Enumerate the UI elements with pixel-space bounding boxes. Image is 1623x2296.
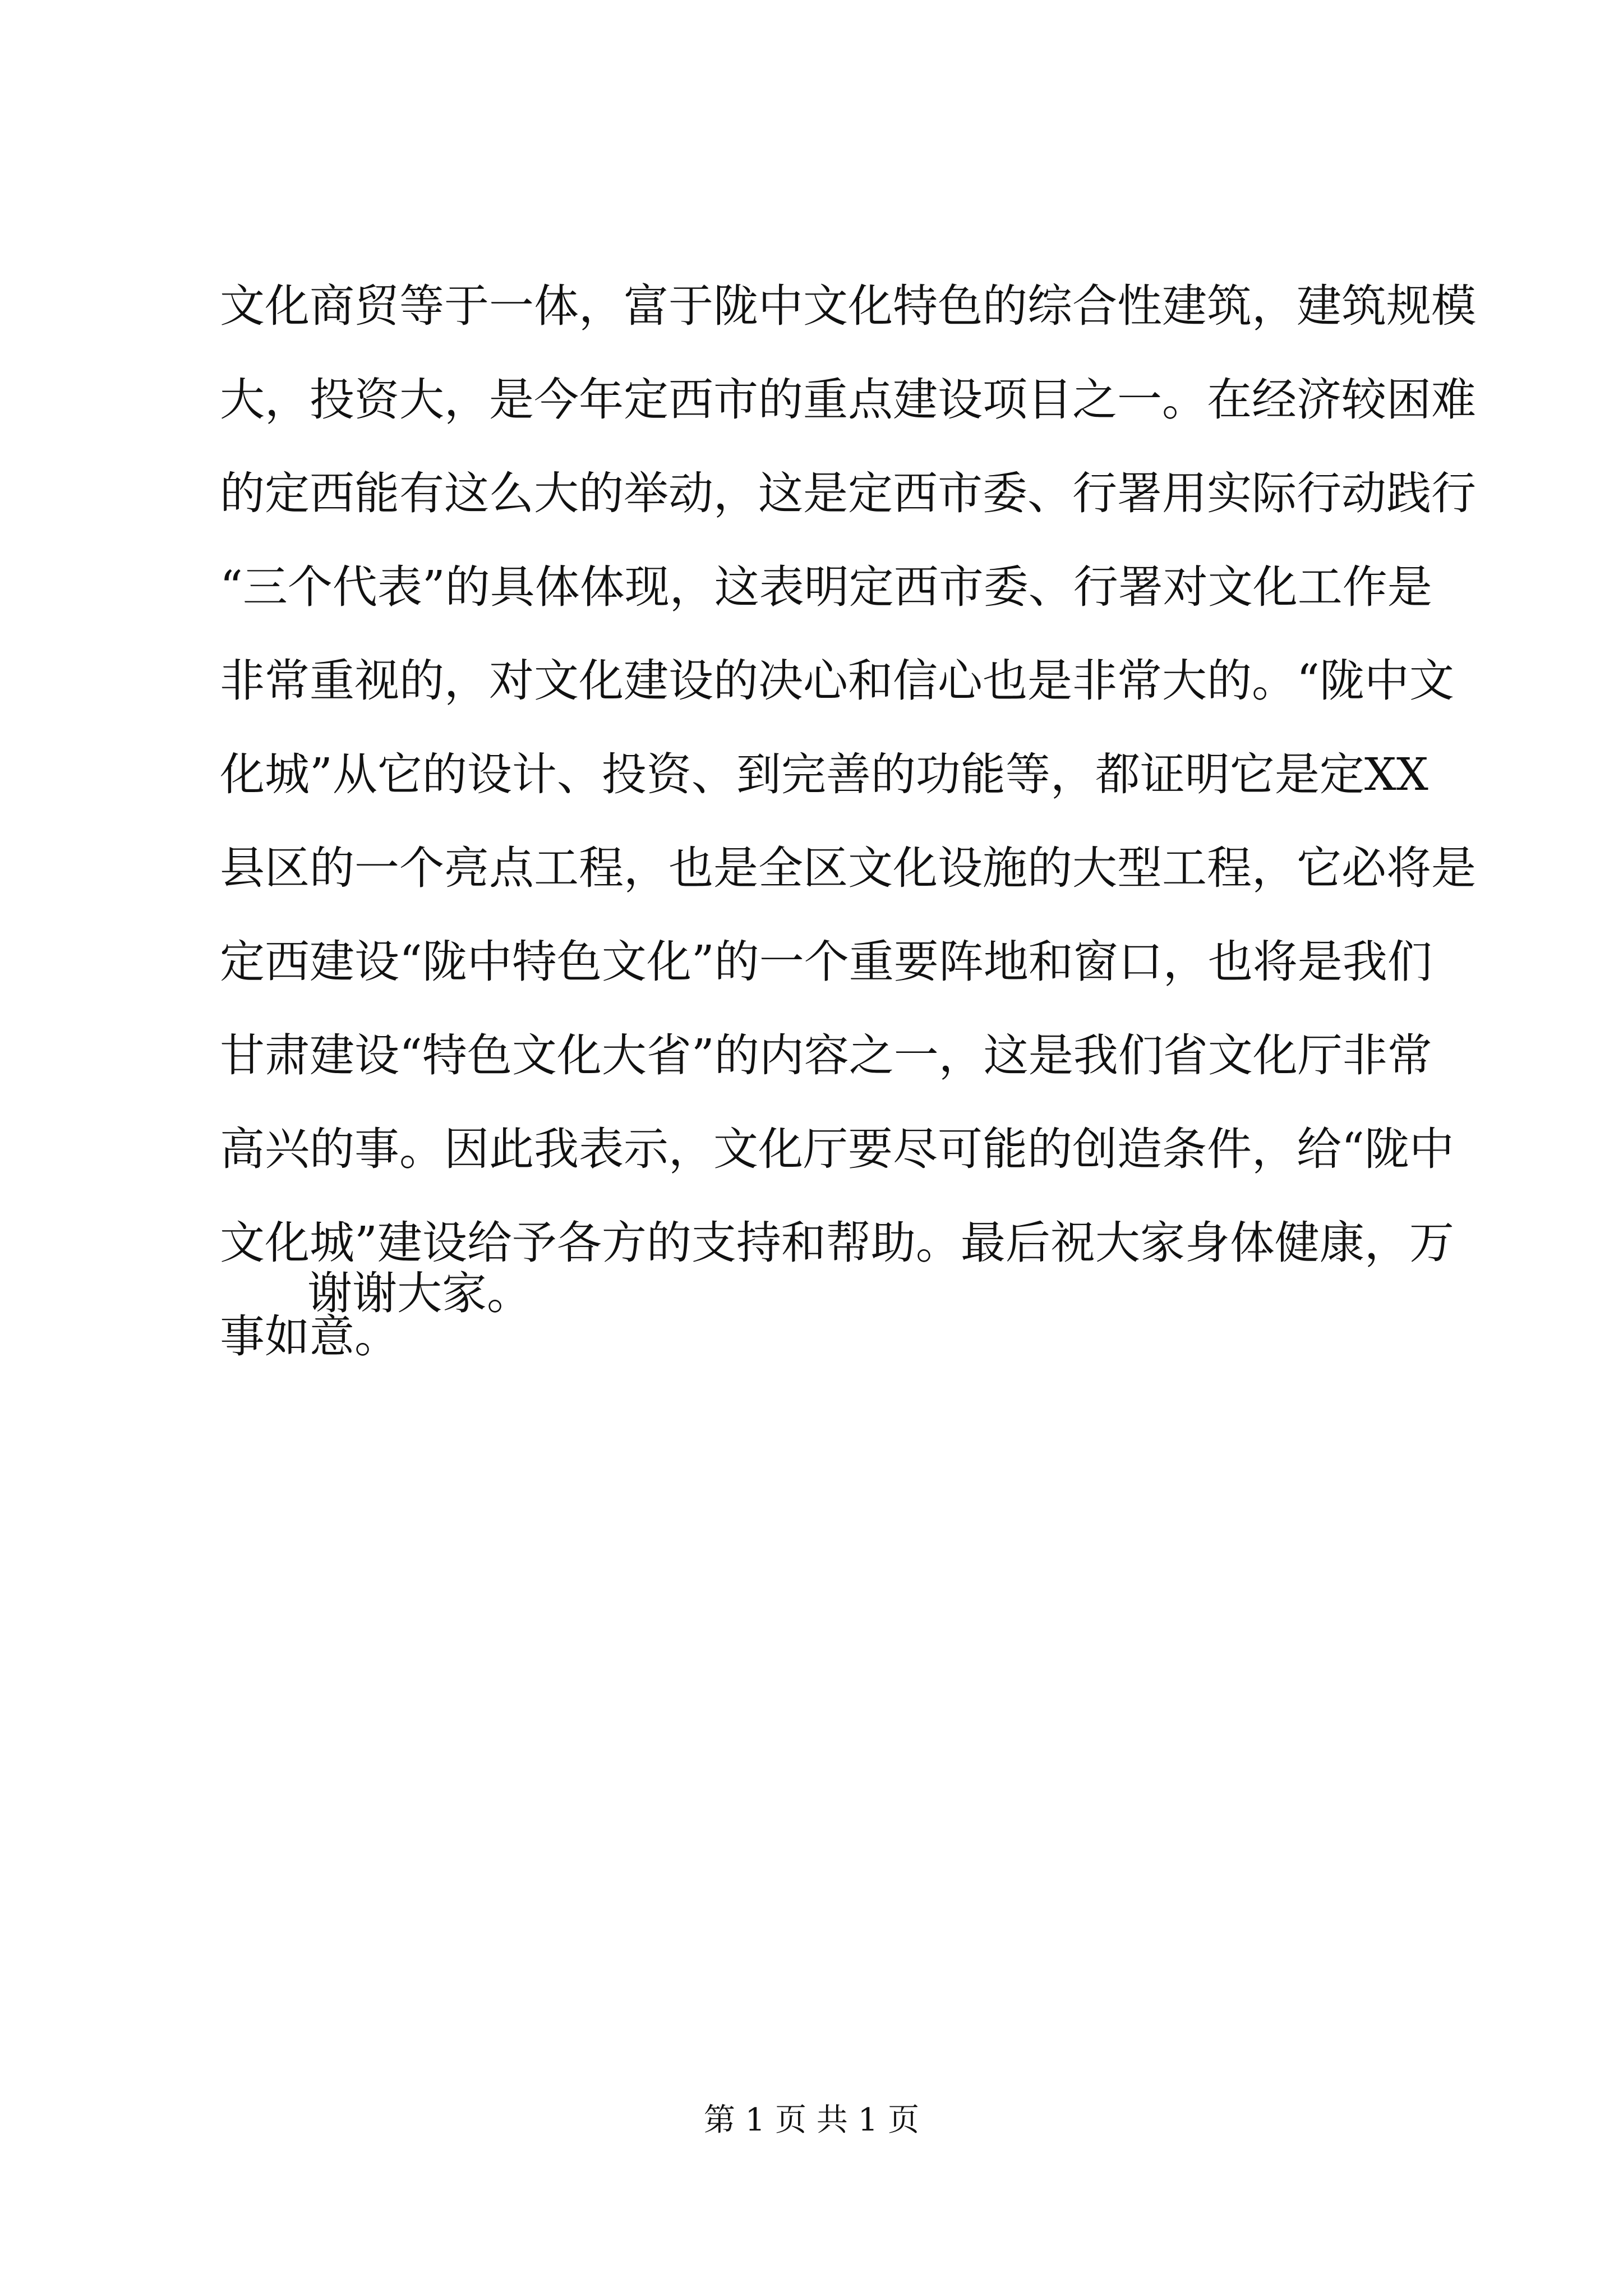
body-line: 化城”从它的设计、投资、到完善的功能等，都证明它是定XX (220, 748, 1428, 800)
body-line: 文化城”建设给予各方的支持和帮助。最后祝大家身体健康，万 (220, 1217, 1454, 1269)
page-number-footer: 第 1 页 共 1 页 (703, 2102, 920, 2138)
body-line: 非常重视的，对文化建设的决心和信心也是非常大的。“陇中文 (220, 655, 1454, 707)
body-line: 甘肃建设“特色文化大省”的内容之一，这是我们省文化厅非常 (220, 1029, 1432, 1082)
body-paragraph (220, 259, 1476, 1383)
body-line: 定西建设“陇中特色文化”的一个重要阵地和窗口，也将是我们 (220, 936, 1432, 988)
body-line: 的定西能有这么大的举动，这是定西市委、行署用实际行动践行 (220, 467, 1476, 519)
body-line: 县区的一个亮点工程，也是全区文化设施的大型工程，它必将是 (220, 842, 1476, 894)
closing-line: 谢谢大家。 (307, 1267, 532, 1319)
body-line: 文化商贸等于一体，富于陇中文化特色的综合性建筑，建筑规模 (220, 280, 1476, 332)
body-line: 高兴的事。因此我表示，文化厅要尽可能的创造条件，给“陇中 (220, 1123, 1454, 1175)
body-line: 事如意。 (220, 1310, 399, 1363)
body-line: 大，投资大，是今年定西市的重点建设项目之一。在经济较困难 (220, 374, 1476, 426)
body-line: “三个代表”的具体体现，这表明定西市委、行署对文化工作是 (220, 561, 1432, 613)
